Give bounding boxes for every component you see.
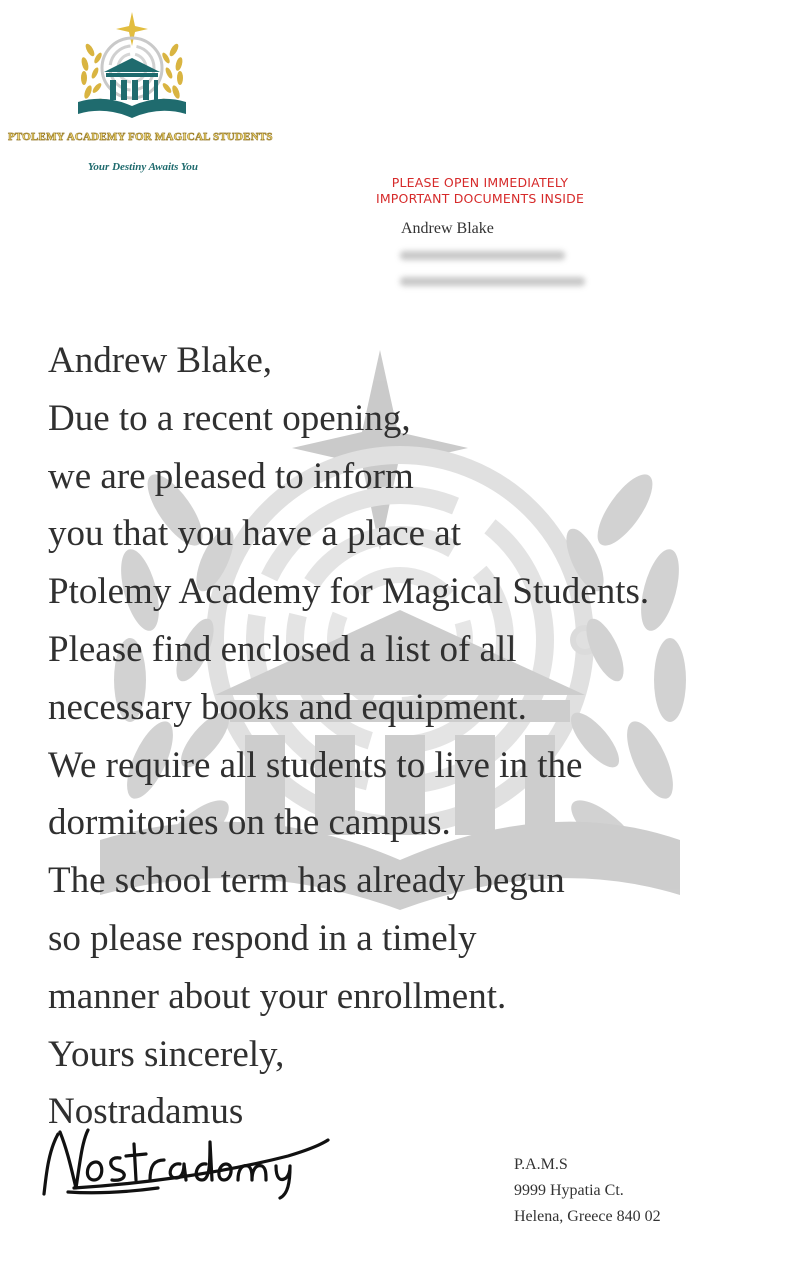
school-motto: Your Destiny Awaits You xyxy=(87,161,199,173)
letter-line: we are pleased to inform xyxy=(48,455,414,497)
letter-line: Due to a recent opening, xyxy=(48,397,411,439)
academy-logo-icon xyxy=(70,10,194,128)
school-name: PTOLEMY ACADEMY FOR MAGICAL STUDENTS xyxy=(8,131,273,143)
letter-line: you that you have a place at xyxy=(48,513,461,555)
letter-line: manner about your enrollment. xyxy=(48,975,507,1017)
letter-line: We require all students to live in the xyxy=(48,744,583,786)
letter-line: Yours sincerely, xyxy=(48,1033,285,1075)
letter-line: necessary books and equipment. xyxy=(48,686,527,728)
letter-line: Ptolemy Academy for Magical Students. xyxy=(48,571,650,613)
urgent-notice-line-2: IMPORTANT DOCUMENTS INSIDE xyxy=(375,191,585,206)
return-address-line-3: Helena, Greece 840 02 xyxy=(514,1208,661,1225)
letter-line: Nostradamus xyxy=(48,1091,244,1133)
letter-line: Please find enclosed a list of all xyxy=(48,628,517,670)
recipient-name: Andrew Blake xyxy=(401,220,494,237)
letter-body xyxy=(48,332,788,1141)
letter-line: The school term has already begun xyxy=(48,860,565,902)
letter-line: so please respond in a timely xyxy=(48,917,477,959)
urgent-notice-line-1: PLEASE OPEN IMMEDIATELY xyxy=(391,175,569,190)
redacted-address-line xyxy=(400,277,585,286)
return-address-line-1: P.A.M.S xyxy=(514,1156,568,1173)
letter-line: dormitories on the campus. xyxy=(48,802,451,844)
handwritten-signature-icon xyxy=(38,1122,330,1206)
letter-line: Andrew Blake, xyxy=(48,340,272,381)
redacted-address-line xyxy=(400,251,565,260)
return-address-line-2: 9999 Hypatia Ct. xyxy=(514,1182,624,1199)
